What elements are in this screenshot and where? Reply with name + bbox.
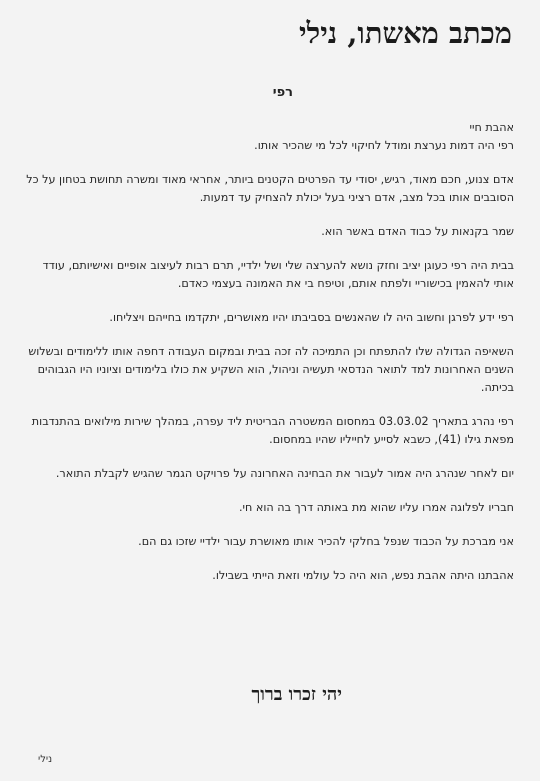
salutation: אהבת חיי [469, 121, 514, 134]
paragraph: אדם צנוע, חכם מאוד, רגיש, יסודי עד הפרטים הקטנים ביותר, אחראי מאוד ומשרה תחושת בטחון על כל הסובבים אותו בכל מצב, אדם רציני בעל יכולת להצחיק עד דמעות. [26, 173, 514, 204]
paragraph: אהבתנו היתה אהבת נפש, הוא היה כל עולמי וזאת הייתי בשבילו. [212, 569, 514, 582]
paragraph: השאיפה הגדולה שלו להתפתח וכן התמיכה לה זכה בבית ובמקום העבודה דחפה אותו ללימודים ובשלוש השנים האחרונות למד לתואר הנדסאי תעשיה וניהול, הוא השקיע את כולו בלימודים וציוניו היו הגבוהים בכיתה. [28, 345, 514, 394]
paragraph: בבית היה רפי כעוגן יציב וחזק נושא להערצה שלי ושל ילדיי, תרם רבות לעיצוב אופיים ואישיותם, עודד אותי להאמין בכישוריי ולפתח אותם, וטיפח בי את האמונה בעצמי כאדם. [42, 259, 514, 290]
paragraph: רפי ידע לפרגן וחשוב היה לו שהאנשים בסביבתו יהיו מאושרים, יתקדמו בחייהם ויצליחו. [109, 311, 514, 324]
paragraph: רפי נהרג בתאריך 03.03.02 במחסום המשטרה הבריטית ליד עפרה, במהלך שירות מילואים בהתנדבות מפאת גילו (41), כשבא לסייע לחייליו שהיו במחסום. [31, 415, 514, 446]
addressee-name: רפי [272, 85, 293, 100]
paragraph: שמר בקנאות על כבוד האדם באשר הוא. [321, 225, 514, 238]
paragraph: אני מברכת על הכבוד שנפל בחלקי להכיר אותו מאושרת עבור ילדיי שזכו גם הם. [138, 535, 514, 548]
signature: נילי [38, 754, 53, 765]
paragraph: רפי היה דמות נערצת ומודל לחיקוי לכל מי שהכיר אותו. [254, 139, 514, 152]
letter-title: מכתב מאשתו, נילי [299, 16, 512, 50]
letter-body [22, 119, 514, 601]
paragraph: חבריו לפלוגה אמרו עליו שהוא מת באותה דרך בה הוא חי. [238, 501, 514, 514]
paragraph: יום לאחר שנהרג היה אמור לעבור את הבחינה האחרונה על פרויקט הגמר שהגיש לקבלת התואר. [55, 467, 514, 480]
closing-blessing: יהי זכרו ברוך [251, 684, 342, 705]
